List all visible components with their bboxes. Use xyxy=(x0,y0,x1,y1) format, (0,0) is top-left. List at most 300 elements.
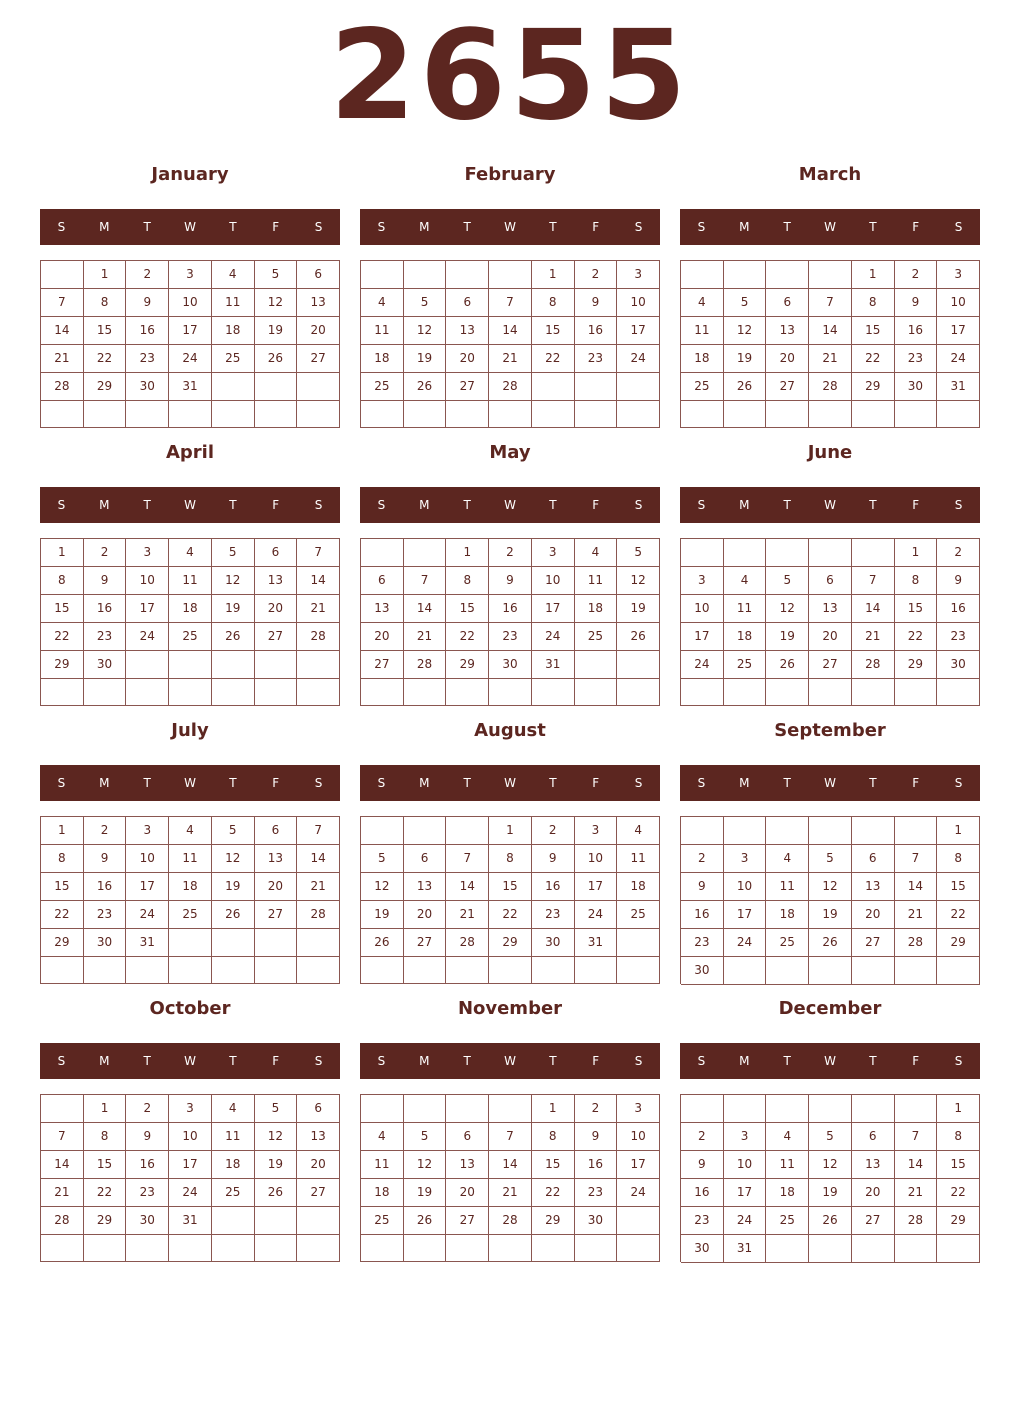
weekday-label: T xyxy=(143,220,151,234)
day-cell: 10 xyxy=(126,567,169,595)
day-cell: 3 xyxy=(617,1095,660,1123)
day-cell: 7 xyxy=(809,289,852,317)
empty-cell xyxy=(361,1095,404,1123)
day-cell: 31 xyxy=(126,929,169,957)
day-cell: 1 xyxy=(41,539,84,567)
empty-cell xyxy=(681,817,724,845)
weekday-label: M xyxy=(99,1054,110,1068)
weekday-label: S xyxy=(954,498,963,512)
day-cell: 12 xyxy=(361,873,404,901)
empty-cell xyxy=(212,1207,255,1235)
empty-cell xyxy=(724,957,767,985)
day-cell: 14 xyxy=(41,317,84,345)
day-cell: 12 xyxy=(809,1151,852,1179)
day-cell: 22 xyxy=(446,623,489,651)
empty-cell xyxy=(937,1235,980,1263)
empty-cell xyxy=(681,539,724,567)
day-cell: 9 xyxy=(84,845,127,873)
day-cell: 5 xyxy=(212,817,255,845)
day-cell: 19 xyxy=(724,345,767,373)
empty-cell xyxy=(297,957,340,984)
weekday-label: M xyxy=(419,220,430,234)
empty-cell xyxy=(852,539,895,567)
weekday-header xyxy=(360,1043,660,1079)
empty-cell xyxy=(852,401,895,428)
weekday-label: M xyxy=(739,220,750,234)
empty-cell xyxy=(255,401,298,428)
day-cell: 2 xyxy=(126,261,169,289)
day-cell: 2 xyxy=(895,261,938,289)
empty-cell xyxy=(255,679,298,706)
weekday-label: S xyxy=(377,776,386,790)
day-cell: 17 xyxy=(617,317,660,345)
day-cell: 9 xyxy=(681,873,724,901)
day-cell: 20 xyxy=(361,623,404,651)
day-cell: 23 xyxy=(126,1179,169,1207)
day-cell: 15 xyxy=(446,595,489,623)
empty-cell xyxy=(41,679,84,706)
day-cell: 18 xyxy=(681,345,724,373)
day-cell: 23 xyxy=(681,1207,724,1235)
day-cell: 30 xyxy=(681,957,724,985)
day-cell: 20 xyxy=(404,901,447,929)
empty-cell xyxy=(852,1235,895,1263)
empty-cell xyxy=(41,957,84,984)
weekday-label: T xyxy=(463,498,471,512)
day-grid xyxy=(40,538,340,706)
day-cell: 19 xyxy=(212,595,255,623)
day-cell: 2 xyxy=(681,845,724,873)
weekday-label: S xyxy=(634,1054,643,1068)
day-cell: 10 xyxy=(575,845,618,873)
day-cell: 31 xyxy=(575,929,618,957)
day-cell: 16 xyxy=(681,901,724,929)
day-cell: 13 xyxy=(809,595,852,623)
day-cell: 11 xyxy=(361,1151,404,1179)
day-cell: 15 xyxy=(41,873,84,901)
day-cell: 14 xyxy=(297,567,340,595)
day-cell: 25 xyxy=(575,623,618,651)
day-cell: 4 xyxy=(766,1123,809,1151)
day-cell: 29 xyxy=(41,929,84,957)
empty-cell xyxy=(809,401,852,428)
weekday-label: F xyxy=(912,1054,920,1068)
empty-cell xyxy=(446,401,489,428)
day-grid xyxy=(360,260,660,428)
day-cell: 22 xyxy=(84,345,127,373)
day-cell: 9 xyxy=(575,289,618,317)
day-cell: 16 xyxy=(681,1179,724,1207)
day-cell: 7 xyxy=(297,817,340,845)
day-cell: 27 xyxy=(297,345,340,373)
day-cell: 8 xyxy=(446,567,489,595)
empty-cell xyxy=(766,1095,809,1123)
day-cell: 26 xyxy=(617,623,660,651)
day-cell: 11 xyxy=(575,567,618,595)
empty-cell xyxy=(681,261,724,289)
month-name: April xyxy=(165,442,215,463)
empty-cell xyxy=(404,1095,447,1123)
month-name: August xyxy=(474,720,546,741)
weekday-label: T xyxy=(869,220,877,234)
day-cell: 30 xyxy=(937,651,980,679)
month-name: July xyxy=(171,720,209,741)
day-cell: 29 xyxy=(84,373,127,401)
month-name: May xyxy=(489,442,531,463)
month-name: June xyxy=(807,442,853,463)
empty-cell xyxy=(681,679,724,706)
day-cell: 2 xyxy=(532,817,575,845)
day-cell: 7 xyxy=(446,845,489,873)
weekday-label: S xyxy=(57,498,66,512)
day-cell: 5 xyxy=(766,567,809,595)
day-cell: 20 xyxy=(809,623,852,651)
day-cell: 7 xyxy=(297,539,340,567)
weekday-label: S xyxy=(57,220,66,234)
day-cell: 29 xyxy=(895,651,938,679)
weekday-label: W xyxy=(184,776,196,790)
day-cell: 20 xyxy=(446,1179,489,1207)
day-cell: 12 xyxy=(404,1151,447,1179)
empty-cell xyxy=(361,539,404,567)
weekday-label: T xyxy=(229,1054,237,1068)
empty-cell xyxy=(212,651,255,679)
day-cell: 21 xyxy=(297,873,340,901)
day-cell: 30 xyxy=(489,651,532,679)
empty-cell xyxy=(617,373,660,401)
empty-cell xyxy=(766,679,809,706)
day-cell: 20 xyxy=(297,317,340,345)
day-cell: 12 xyxy=(809,873,852,901)
weekday-label: W xyxy=(504,220,516,234)
day-cell: 29 xyxy=(446,651,489,679)
day-cell: 28 xyxy=(41,1207,84,1235)
day-cell: 19 xyxy=(361,901,404,929)
day-cell: 8 xyxy=(41,845,84,873)
empty-cell xyxy=(297,929,340,957)
day-cell: 27 xyxy=(766,373,809,401)
weekday-label: M xyxy=(739,1054,750,1068)
empty-cell xyxy=(212,679,255,706)
day-cell: 5 xyxy=(212,539,255,567)
empty-cell xyxy=(41,1095,84,1123)
day-cell: 31 xyxy=(937,373,980,401)
empty-cell xyxy=(489,1095,532,1123)
day-cell: 15 xyxy=(84,1151,127,1179)
day-cell: 17 xyxy=(724,901,767,929)
empty-cell xyxy=(255,373,298,401)
weekday-label: W xyxy=(184,498,196,512)
day-cell: 24 xyxy=(937,345,980,373)
weekday-label: S xyxy=(314,220,323,234)
day-cell: 15 xyxy=(895,595,938,623)
day-cell: 30 xyxy=(681,1235,724,1263)
day-cell: 6 xyxy=(361,567,404,595)
weekday-label: T xyxy=(549,498,557,512)
day-cell: 18 xyxy=(766,1179,809,1207)
empty-cell xyxy=(446,679,489,706)
weekday-label: W xyxy=(184,1054,196,1068)
day-cell: 12 xyxy=(212,567,255,595)
day-cell: 26 xyxy=(255,1179,298,1207)
weekday-label: W xyxy=(504,776,516,790)
day-cell: 6 xyxy=(809,567,852,595)
empty-cell xyxy=(126,679,169,706)
day-cell: 8 xyxy=(937,1123,980,1151)
empty-cell xyxy=(575,373,618,401)
day-cell: 25 xyxy=(361,1207,404,1235)
day-cell: 1 xyxy=(532,1095,575,1123)
day-cell: 6 xyxy=(404,845,447,873)
day-cell: 23 xyxy=(681,929,724,957)
day-cell: 18 xyxy=(361,345,404,373)
day-cell: 3 xyxy=(169,1095,212,1123)
weekday-label: F xyxy=(912,220,920,234)
day-cell: 4 xyxy=(169,817,212,845)
day-cell: 28 xyxy=(809,373,852,401)
day-cell: 11 xyxy=(766,1151,809,1179)
weekday-label: S xyxy=(314,498,323,512)
day-cell: 12 xyxy=(255,1123,298,1151)
empty-cell xyxy=(895,957,938,985)
empty-cell xyxy=(532,1235,575,1262)
empty-cell xyxy=(297,1207,340,1235)
day-cell: 1 xyxy=(84,1095,127,1123)
day-cell: 17 xyxy=(169,317,212,345)
day-cell: 27 xyxy=(255,623,298,651)
day-cell: 25 xyxy=(361,373,404,401)
day-cell: 13 xyxy=(446,1151,489,1179)
day-cell: 10 xyxy=(681,595,724,623)
day-cell: 15 xyxy=(84,317,127,345)
weekday-label: S xyxy=(634,220,643,234)
day-cell: 8 xyxy=(895,567,938,595)
day-cell: 3 xyxy=(575,817,618,845)
empty-cell xyxy=(361,261,404,289)
year-title: 2655 xyxy=(329,4,691,148)
day-cell: 22 xyxy=(532,1179,575,1207)
empty-cell xyxy=(766,401,809,428)
day-cell: 10 xyxy=(617,289,660,317)
empty-cell xyxy=(681,401,724,428)
day-cell: 8 xyxy=(84,289,127,317)
weekday-label: F xyxy=(272,1054,280,1068)
day-cell: 2 xyxy=(126,1095,169,1123)
month-name: October xyxy=(149,998,231,1019)
empty-cell xyxy=(404,261,447,289)
empty-cell xyxy=(724,679,767,706)
day-cell: 24 xyxy=(617,1179,660,1207)
day-cell: 11 xyxy=(766,873,809,901)
day-cell: 3 xyxy=(937,261,980,289)
empty-cell xyxy=(532,957,575,984)
day-cell: 23 xyxy=(126,345,169,373)
weekday-label: W xyxy=(824,220,836,234)
month-name: February xyxy=(464,164,556,185)
empty-cell xyxy=(84,401,127,428)
day-cell: 16 xyxy=(575,1151,618,1179)
day-cell: 8 xyxy=(41,567,84,595)
day-cell: 14 xyxy=(809,317,852,345)
day-cell: 22 xyxy=(852,345,895,373)
day-cell: 27 xyxy=(297,1179,340,1207)
month-name: November xyxy=(457,998,563,1019)
weekday-header xyxy=(680,1043,980,1079)
empty-cell xyxy=(852,817,895,845)
day-cell: 7 xyxy=(41,1123,84,1151)
empty-cell xyxy=(809,1095,852,1123)
day-cell: 22 xyxy=(489,901,532,929)
day-cell: 16 xyxy=(895,317,938,345)
weekday-label: W xyxy=(504,1054,516,1068)
empty-cell xyxy=(255,1207,298,1235)
day-cell: 24 xyxy=(617,345,660,373)
day-cell: 13 xyxy=(766,317,809,345)
empty-cell xyxy=(297,1235,340,1262)
day-cell: 26 xyxy=(766,651,809,679)
day-cell: 27 xyxy=(852,1207,895,1235)
day-cell: 5 xyxy=(404,289,447,317)
day-cell: 25 xyxy=(766,929,809,957)
day-cell: 5 xyxy=(617,539,660,567)
day-cell: 18 xyxy=(361,1179,404,1207)
day-cell: 9 xyxy=(532,845,575,873)
day-cell: 25 xyxy=(617,901,660,929)
day-cell: 4 xyxy=(212,261,255,289)
empty-cell xyxy=(489,679,532,706)
empty-cell xyxy=(404,1235,447,1262)
day-cell: 21 xyxy=(895,1179,938,1207)
day-cell: 4 xyxy=(361,1123,404,1151)
empty-cell xyxy=(809,261,852,289)
day-cell: 26 xyxy=(212,623,255,651)
empty-cell xyxy=(169,929,212,957)
day-cell: 28 xyxy=(895,929,938,957)
day-cell: 30 xyxy=(84,651,127,679)
day-cell: 3 xyxy=(126,539,169,567)
day-cell: 17 xyxy=(532,595,575,623)
weekday-label: T xyxy=(143,498,151,512)
day-cell: 28 xyxy=(404,651,447,679)
day-cell: 11 xyxy=(617,845,660,873)
day-cell: 29 xyxy=(41,651,84,679)
day-cell: 16 xyxy=(532,873,575,901)
empty-cell xyxy=(766,1235,809,1263)
day-grid xyxy=(40,1094,340,1262)
empty-cell xyxy=(41,261,84,289)
day-cell: 18 xyxy=(575,595,618,623)
day-cell: 9 xyxy=(681,1151,724,1179)
day-cell: 2 xyxy=(681,1123,724,1151)
day-cell: 5 xyxy=(809,845,852,873)
day-cell: 7 xyxy=(41,289,84,317)
weekday-label: S xyxy=(634,776,643,790)
day-cell: 27 xyxy=(361,651,404,679)
day-cell: 27 xyxy=(852,929,895,957)
day-cell: 9 xyxy=(126,1123,169,1151)
day-cell: 19 xyxy=(212,873,255,901)
day-cell: 22 xyxy=(41,901,84,929)
day-cell: 29 xyxy=(532,1207,575,1235)
day-grid xyxy=(360,538,660,706)
day-cell: 8 xyxy=(532,289,575,317)
empty-cell xyxy=(297,401,340,428)
empty-cell xyxy=(41,1235,84,1262)
day-cell: 27 xyxy=(446,1207,489,1235)
empty-cell xyxy=(297,373,340,401)
weekday-label: S xyxy=(57,776,66,790)
empty-cell xyxy=(724,401,767,428)
empty-cell xyxy=(446,261,489,289)
day-cell: 30 xyxy=(84,929,127,957)
empty-cell xyxy=(255,1235,298,1262)
day-cell: 18 xyxy=(766,901,809,929)
day-cell: 26 xyxy=(404,1207,447,1235)
empty-cell xyxy=(255,957,298,984)
weekday-header xyxy=(40,487,340,523)
weekday-label: S xyxy=(377,1054,386,1068)
day-cell: 23 xyxy=(575,345,618,373)
empty-cell xyxy=(212,957,255,984)
day-cell: 4 xyxy=(361,289,404,317)
empty-cell xyxy=(404,539,447,567)
day-cell: 2 xyxy=(84,817,127,845)
day-cell: 30 xyxy=(126,1207,169,1235)
weekday-label: S xyxy=(697,220,706,234)
day-cell: 19 xyxy=(809,1179,852,1207)
day-cell: 10 xyxy=(724,873,767,901)
empty-cell xyxy=(446,1095,489,1123)
weekday-label: M xyxy=(419,776,430,790)
empty-cell xyxy=(809,679,852,706)
day-cell: 5 xyxy=(255,1095,298,1123)
day-cell: 22 xyxy=(895,623,938,651)
day-grid xyxy=(360,1094,660,1262)
day-cell: 27 xyxy=(404,929,447,957)
empty-cell xyxy=(446,957,489,984)
day-cell: 23 xyxy=(575,1179,618,1207)
day-cell: 29 xyxy=(937,1207,980,1235)
day-cell: 20 xyxy=(255,595,298,623)
day-cell: 3 xyxy=(724,1123,767,1151)
day-cell: 11 xyxy=(212,289,255,317)
day-cell: 26 xyxy=(255,345,298,373)
day-cell: 26 xyxy=(212,901,255,929)
day-cell: 10 xyxy=(724,1151,767,1179)
day-cell: 10 xyxy=(169,1123,212,1151)
day-cell: 6 xyxy=(852,845,895,873)
day-grid xyxy=(680,538,980,706)
empty-cell xyxy=(617,651,660,679)
day-cell: 1 xyxy=(446,539,489,567)
day-cell: 11 xyxy=(361,317,404,345)
day-cell: 20 xyxy=(766,345,809,373)
day-cell: 14 xyxy=(404,595,447,623)
weekday-label: S xyxy=(954,220,963,234)
weekday-label: T xyxy=(143,776,151,790)
empty-cell xyxy=(617,679,660,706)
weekday-label: M xyxy=(99,776,110,790)
weekday-label: M xyxy=(739,498,750,512)
day-cell: 27 xyxy=(255,901,298,929)
weekday-label: S xyxy=(377,498,386,512)
empty-cell xyxy=(169,1235,212,1262)
empty-cell xyxy=(84,679,127,706)
day-cell: 24 xyxy=(681,651,724,679)
weekday-label: F xyxy=(272,776,280,790)
empty-cell xyxy=(212,1235,255,1262)
weekday-label: F xyxy=(912,776,920,790)
